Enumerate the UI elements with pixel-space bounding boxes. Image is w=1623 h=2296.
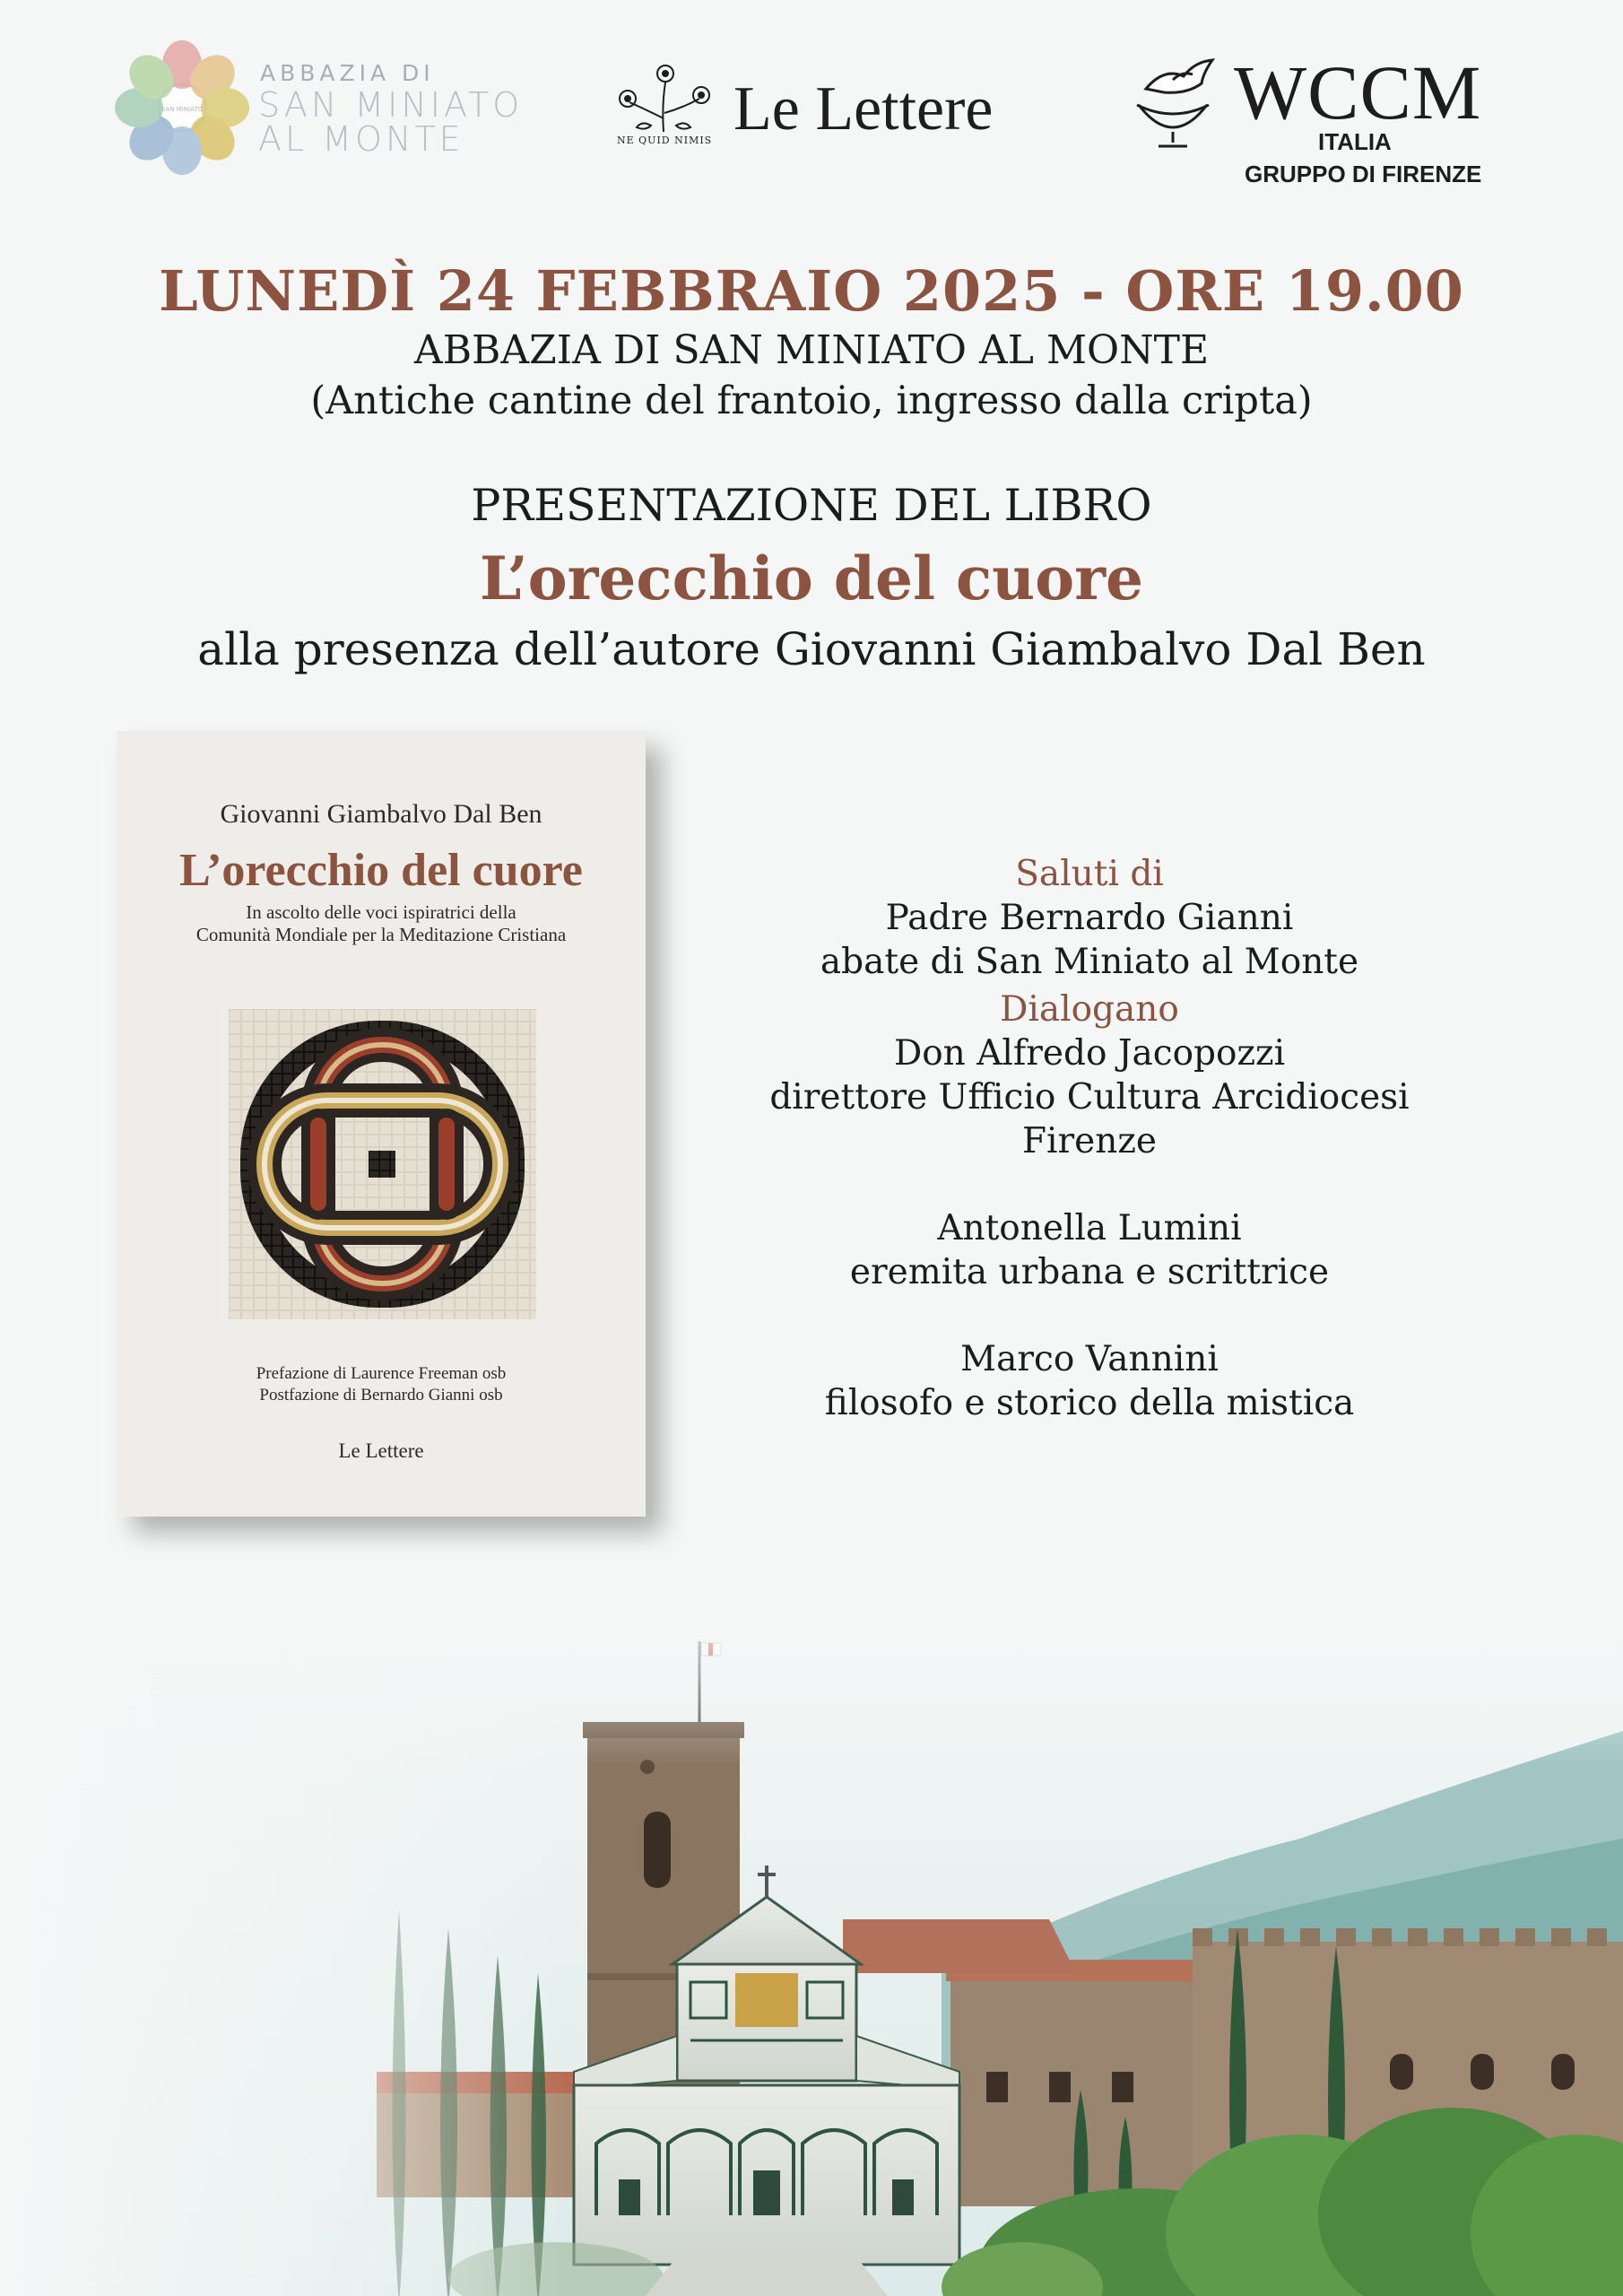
presentation-heading: PRESENTAZIONE DEL LIBRO [471, 480, 1152, 531]
greeter-role: abate di San Miniato al Monte [820, 942, 1359, 982]
logo-ll-name: Le Lettere [733, 74, 994, 144]
cover-subtitle-line2: Comunità Mondiale per la Meditazione Cristiana [195, 924, 567, 945]
speaker-name: Antonella Lumini [937, 1208, 1242, 1248]
book-cover [117, 731, 646, 1517]
cover-publisher: Le Lettere [338, 1439, 424, 1462]
event-date: LUNEDÌ 24 FEBBRAIO 2025 - ORE 19.00 [159, 258, 1464, 324]
speaker-role: eremita urbana e scrittrice [849, 1252, 1330, 1292]
book-title: L’orecchio del cuore [480, 544, 1143, 613]
logo-wccm [1119, 49, 1496, 202]
cover-title: L’orecchio del cuore [179, 845, 583, 896]
program [699, 852, 1480, 1425]
rose-window-icon [115, 40, 249, 175]
logo-san-miniato [115, 40, 536, 175]
logo-sm-line3: AL MONTE [258, 119, 464, 159]
greetings-label: Saluti di [1015, 854, 1164, 894]
speaker-role: filosofo e storico della mistica [824, 1383, 1355, 1423]
cover-postface: Postfazione di Bernardo Gianni osb [259, 1386, 503, 1405]
logo-sm-line2: SAN MINIATO [258, 85, 524, 125]
logo-wccm-name: WCCM [1234, 49, 1482, 135]
logo-ll-motto: NE QUID NIMIS [617, 135, 713, 146]
svg-text:SAN MINIATO: SAN MINIATO [161, 106, 204, 113]
speaker-name: Don Alfredo Jacopozzi [893, 1033, 1286, 1074]
logo-wccm-group: GRUPPO DI FIRENZE [1245, 161, 1482, 187]
flower-icon [610, 56, 717, 136]
basilica-photo [0, 1587, 1623, 2296]
author-line: alla presenza dell’autore Giovanni Giambalvo Dal Ben [197, 623, 1426, 675]
dove-chalice-icon [1119, 49, 1227, 157]
dialogue-label: Dialogano [1000, 989, 1179, 1030]
event-venue: ABBAZIA DI SAN MINIATO AL MONTE [413, 327, 1210, 373]
cover-author: Giovanni Giambalvo Dal Ben [220, 799, 542, 829]
speaker-role: direttore Ufficio Cultura Arcidiocesi Firenze [769, 1077, 1410, 1161]
logo-le-lettere [610, 56, 1022, 163]
cover-preface: Prefazione di Laurence Freeman osb [256, 1364, 507, 1383]
cover-credits [117, 1363, 646, 1406]
logo-wccm-country: ITALIA [1318, 128, 1392, 155]
greeter-name: Padre Bernardo Gianni [885, 898, 1294, 938]
logo-sm-line1: ABBAZIA DI [260, 60, 435, 86]
speaker-name: Marco Vannini [960, 1339, 1219, 1379]
event-venue-note: (Antiche cantine del frantoio, ingresso dalla cripta) [310, 378, 1313, 423]
mosaic-knot-image [229, 1009, 536, 1319]
cover-subtitle-line1: In ascolto delle voci ispiratrici della [246, 901, 516, 923]
cover-subtitle [117, 901, 646, 946]
